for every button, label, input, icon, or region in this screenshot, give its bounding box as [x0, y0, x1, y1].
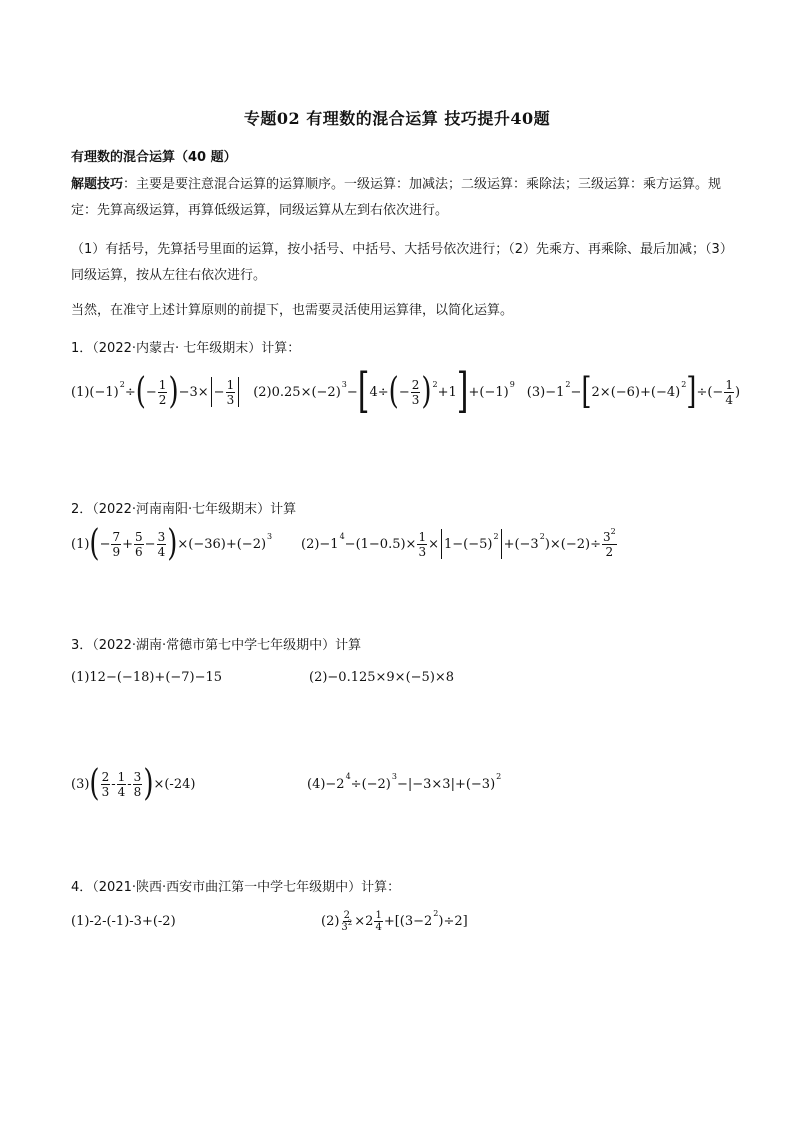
q2-expr-2: (2)−1 4 −(1−0.5)× $\frac{1}{3}$ × 1−(−5) 2 +(−3 2 )×(−2)÷ 3 2 2 — [301, 526, 616, 559]
question-1-expressions — [71, 363, 741, 420]
question-3-heading: 3．（2022·湖南·常德市第七中学七年级期中）计算 — [71, 638, 362, 653]
q4-expr-1: (1)-2-(-1)-3+(-2) — [71, 913, 176, 929]
tips-text: ：主要是要注意混合运算的运算顺序。一级运算：加减法；二级运算：乘除法；三级运算：乘方运算。规定：先算高级运算，再算低级运算，同级运算从左到右依次进行。 — [71, 177, 722, 218]
tips-paragraph — [71, 172, 736, 224]
q3-expr-1: (1)12−(−18)+(−7)−15 — [71, 669, 223, 685]
q2-expr-1: (1) ( − $\frac{7}{9}$ + $\frac{5}{6}$ − $\frac{3}{4}$ ) ×(−36)+(−2) 3 — [71, 523, 273, 565]
page-title: 专题02 有理数的混合运算 技巧提升40题 — [243, 109, 551, 128]
question-1-heading: 1．（2022·内蒙古· 七年级期末）计算： — [71, 341, 301, 356]
q1-expr-3: (3)−1 2 − [ 2×(−6)+(−4) 2 ] ÷(− $\frac{1}{4}$ ) — [526, 371, 741, 413]
q1-expr-2: (2)0.25×(−2) 3 − [ 4÷ ( − $\frac{2}{3}$ ) 2 +1 ] +(−1) 9 — [253, 363, 515, 420]
q3-expr-3: (3) ( $\frac{2}{3}$ - $\frac{1}{4}$ - $\frac{3}{8}$ ) ×(-24) — [71, 763, 196, 805]
question-2-heading: 2．（2022·河南南阳·七年级期末）计算 — [71, 502, 297, 517]
tips-paragraph-2: （1）有括号，先算括号里面的运算，按小括号、中括号、大括号依次进行；（2）先乘方、再乘除、最后加减；（3）同级运算，按从左往右依次进行。 — [71, 242, 733, 283]
tips-label: 解题技巧 — [71, 177, 124, 192]
q3-expr-4: (4)−2 4 ÷(−2) 3 −|−3×3|+(−3) 2 — [307, 771, 502, 792]
q4-expr-2: (2) 2 3 2 ×2 $\frac{1}{4}$ +[(3−2 2 )÷2] — [321, 908, 468, 933]
q3-expr-2: (2)−0.125×9×(−5)×8 — [309, 669, 455, 685]
q1-expr-1: (1)(−1) 2 ÷ ( − $\frac{1}{2}$ ) −3× − $\frac{1}{3}$ — [71, 377, 241, 407]
question-4-heading: 4．（2021·陕西·西安市曲江第一中学七年级期中）计算： — [71, 880, 401, 895]
tips-paragraph-3: 当然，在准守上述计算原则的前提下，也需要灵活使用运算律，以简化运算。 — [71, 303, 514, 318]
section-heading: 有理数的混合运算（40 题） — [71, 150, 237, 165]
